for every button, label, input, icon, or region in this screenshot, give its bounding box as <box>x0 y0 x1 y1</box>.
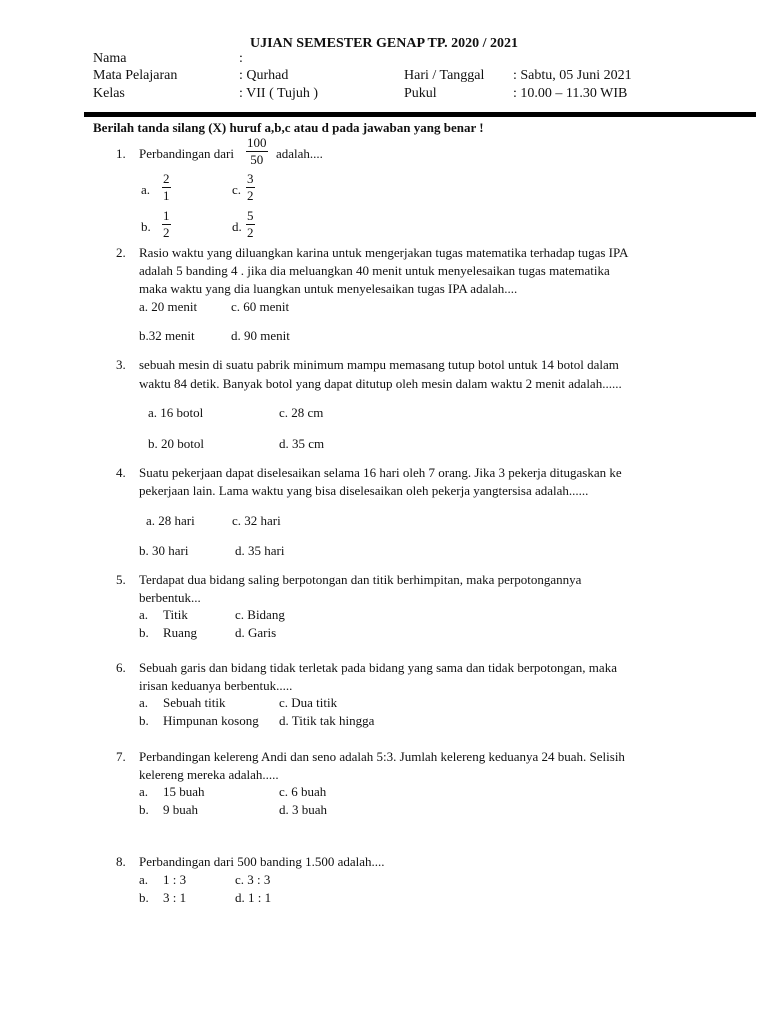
q3-line-2: waktu 84 detik. Banyak botol yang dapat ditutup oleh mesin dalam waktu 2 menit adalah...... <box>139 376 622 391</box>
mapel-value: : Qurhad <box>239 68 289 83</box>
q1-c-num: 3 <box>247 171 254 186</box>
header-divider <box>84 112 756 117</box>
q3-option-b: b. 20 botol <box>148 436 204 451</box>
q4-option-a: a. 28 hari <box>146 513 195 528</box>
q1-b-den: 2 <box>163 225 170 240</box>
q2-line-3: maka waktu yang dia luangkan untuk menyelesaikan tugas IPA adalah.... <box>139 281 518 296</box>
q8-option-a-label: a. <box>139 872 149 887</box>
q8-line-1: Perbandingan dari 500 banding 1.500 adalah.... <box>139 854 385 869</box>
q6-option-b-label: b. <box>139 713 149 728</box>
q1-text-after: adalah.... <box>276 146 323 161</box>
q6-option-a-label: a. <box>139 695 149 710</box>
q5-option-a: Titik <box>163 607 188 622</box>
kelas-label: Kelas <box>93 86 125 101</box>
q5-option-d: d. Garis <box>235 625 277 640</box>
q1-option-d <box>246 209 255 240</box>
q5-option-b: Ruang <box>163 625 197 640</box>
q5-option-b-label: b. <box>139 625 149 640</box>
hari-value: : Sabtu, 05 Juni 2021 <box>513 68 632 83</box>
q3-number: 3. <box>116 357 126 372</box>
q5-line-1: Terdapat dua bidang saling berpotongan dan titik berhimpitan, maka perpotongannya <box>139 572 582 587</box>
q7-option-b-label: b. <box>139 802 149 817</box>
q6-option-b: Himpunan kosong <box>163 713 259 728</box>
q1-option-c <box>246 172 255 203</box>
q2-option-d: d. 90 menit <box>231 328 290 343</box>
q2-line-1: Rasio waktu yang diluangkan karina untuk mengerjakan tugas matematika terhadap tugas IPA <box>139 245 629 260</box>
q1-option-a-label: a. <box>141 182 151 197</box>
q8-number: 8. <box>116 854 126 869</box>
q2-option-a: a. 20 menit <box>139 299 198 314</box>
q7-option-c: c. 6 buah <box>279 784 327 799</box>
q8-option-a: 1 : 3 <box>163 872 187 887</box>
q2-option-c: c. 60 menit <box>231 299 290 314</box>
q4-option-c: c. 32 hari <box>232 513 281 528</box>
q7-line-1: Perbandingan kelereng Andi dan seno adalah 5:3. Jumlah kelereng keduanya 24 buah. Selisih <box>139 749 625 764</box>
q1-a-num: 2 <box>163 171 170 186</box>
q7-option-d: d. 3 buah <box>279 802 328 817</box>
mapel-label: Mata Pelajaran <box>93 68 178 83</box>
q1-number: 1. <box>116 146 126 161</box>
q1-b-num: 1 <box>163 208 170 223</box>
q2-option-b: b.32 menit <box>139 328 195 343</box>
q4-line-2: pekerjaan lain. Lama waktu yang bisa diselesaikan oleh pekerja yangtersisa adalah...... <box>139 483 589 498</box>
q3-option-d: d. 35 cm <box>279 436 325 451</box>
q1-frac-den: 50 <box>250 152 264 167</box>
q1-option-b-label: b. <box>141 219 151 234</box>
q1-d-den: 2 <box>247 225 254 240</box>
q6-number: 6. <box>116 660 126 675</box>
exam-title: UJIAN SEMESTER GENAP TP. 2020 / 2021 <box>250 36 518 51</box>
q1-d-num: 5 <box>247 208 254 223</box>
nama-label: Nama <box>93 51 127 66</box>
pukul-label: Pukul <box>404 86 437 101</box>
q6-option-d: d. Titik tak hingga <box>279 713 375 728</box>
q5-number: 5. <box>116 572 126 587</box>
q1-option-d-label: d. <box>232 219 242 234</box>
q6-line-2: irisan keduanya berbentuk..... <box>139 678 293 693</box>
q7-number: 7. <box>116 749 126 764</box>
q5-option-c: c. Bidang <box>235 607 285 622</box>
q2-line-2: adalah 5 banding 4 . jika dia meluangkan 40 menit untuk menyelesaikan tugas matematika <box>139 263 610 278</box>
hari-label: Hari / Tanggal <box>404 68 485 83</box>
q3-option-a: a. 16 botol <box>148 405 204 420</box>
q3-option-c: c. 28 cm <box>279 405 324 420</box>
q6-option-a: Sebuah titik <box>163 695 226 710</box>
q1-option-b <box>162 209 171 240</box>
q5-line-2: berbentuk... <box>139 590 201 605</box>
q1-fraction <box>246 136 268 167</box>
q1-option-a <box>162 172 171 203</box>
q7-option-b: 9 buah <box>163 802 199 817</box>
q1-text-before: Perbandingan dari <box>139 146 234 161</box>
q4-line-1: Suatu pekerjaan dapat diselesaikan selama 16 hari oleh 7 orang. Jika 3 pekerja ditugaskan ke <box>139 465 622 480</box>
q5-option-a-label: a. <box>139 607 149 622</box>
q1-option-c-label: c. <box>232 182 242 197</box>
q8-option-d: d. 1 : 1 <box>235 890 272 905</box>
q7-option-a: 15 buah <box>163 784 205 799</box>
q1-c-den: 2 <box>247 188 254 203</box>
nama-value: : <box>239 51 243 66</box>
kelas-value: : VII ( Tujuh ) <box>239 86 319 101</box>
q4-number: 4. <box>116 465 126 480</box>
q6-option-c: c. Dua titik <box>279 695 338 710</box>
q7-line-2: kelereng mereka adalah..... <box>139 767 279 782</box>
q3-line-1: sebuah mesin di suatu pabrik minimum mampu memasang tutup botol untuk 14 botol dalam <box>139 357 619 372</box>
q2-number: 2. <box>116 245 126 260</box>
q1-frac-num: 100 <box>247 135 267 150</box>
q4-option-d: d. 35 hari <box>235 543 285 558</box>
q8-option-b-label: b. <box>139 890 149 905</box>
q4-option-b: b. 30 hari <box>139 543 189 558</box>
q8-option-c: c. 3 : 3 <box>235 872 271 887</box>
pukul-value: : 10.00 – 11.30 WIB <box>513 86 628 101</box>
q6-line-1: Sebuah garis dan bidang tidak terletak pada bidang yang sama dan tidak berpotongan, maka <box>139 660 617 675</box>
q7-option-a-label: a. <box>139 784 149 799</box>
instruction: Berilah tanda silang (X) huruf a,b,c atau d pada jawaban yang benar ! <box>93 120 484 135</box>
q1-a-den: 1 <box>163 188 170 203</box>
q8-option-b: 3 : 1 <box>163 890 187 905</box>
